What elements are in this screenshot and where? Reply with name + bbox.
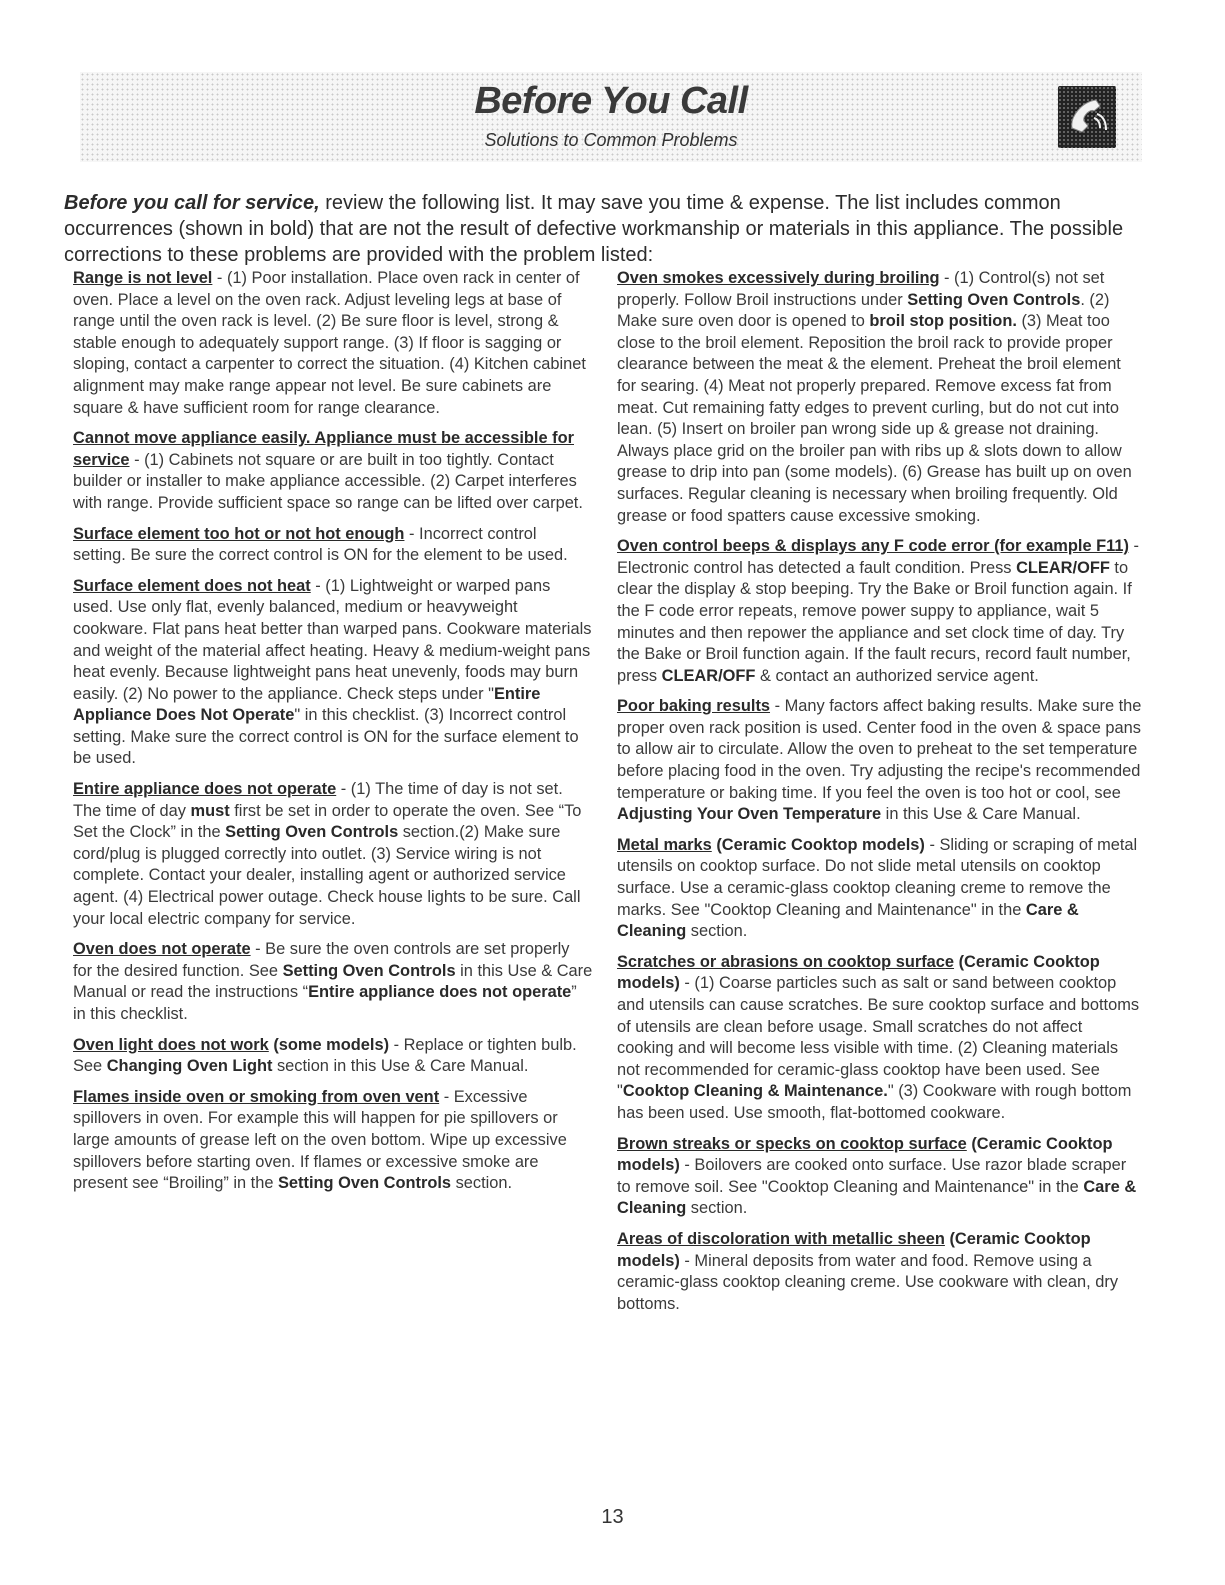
phone-icon [1058,86,1116,148]
page-subtitle: Solutions to Common Problems [484,130,738,150]
left-column [73,268,593,1204]
problem-heading: Poor baking results [617,697,771,716]
bold-reference: Setting Oven Controls [278,1174,452,1193]
entry-text: section.(2) Make sure cord/plug is plugged correctly into outlet. (3) Service wiring is not complete. Contact your dealer, installing agent or authorized service agent. (4) Electrical power outage. Check house lights to be sure. Call your local electric company for service. [73,823,581,928]
problem-heading: Scratches or abrasions on cooktop surface [617,952,955,971]
entry-text: - Be sure the oven controls are set properly for the desired function. See [73,940,570,980]
intro-paragraph [64,190,1159,268]
entry-text: - (1) Cabinets not square or are built in too tightly. Contact builder or installer to make appliance accessible. (2) Carpet interferes with range. Provide sufficient space so range can be lifted over carpet. [73,450,583,512]
entry-text: in this Use & Care Manual or read the instructions “ [73,961,593,1002]
problem-heading: Range is not level [73,269,213,287]
entry-text: - (1) Lightweight or warped pans used. Use only flat, evenly balanced, medium or heavyweight cookware. Flat pans heat better than warped pans. Cookware materials and weight of the material affect heating. Heavy & medium-weight pans heat evenly. Because lightweight pans heat unevenly, foods may burn easily. (2) No power to the appliance. Check steps under " [73,576,592,703]
entry-text: section. [686,922,748,941]
entry-text: " (3) Cookware with rough bottom has been used. Use smooth, flat-bottomed cookware. [617,1082,1132,1122]
bold-reference: (Ceramic Cooktop models) [617,1134,1113,1175]
bold-reference: CLEAR/OFF [661,666,756,685]
right-column [617,268,1142,1324]
troubleshooting-entry [73,428,593,514]
bold-reference: Entire Appliance Does Not Operate [73,684,541,725]
entry-text: - Mineral deposits from water and food. Remove using a ceramic-glass cooktop cleaning creme. Use cookware with clean, dry bottoms. [617,1251,1119,1313]
intro-lead: Before you call for service, [64,192,320,214]
entry-text: - Electronic control has detected a fault condition. Press [617,537,1139,577]
bold-reference: (Ceramic Cooktop models) [711,835,925,854]
entry-text: section in this Use & Care Manual. [272,1057,529,1076]
problem-heading: Oven control beeps & displays any F code error (for example F11) [617,537,1129,556]
bold-reference: must [190,801,230,820]
troubleshooting-entry [617,952,1142,1125]
page-title: Before You Call [474,80,748,122]
page-header [80,72,1142,162]
problem-heading: Cannot move appliance easily. Appliance must be accessible for service [73,429,574,469]
entry-text: - Excessive spillovers in oven. For example this will happen for pie spillovers or large amounts of grease left on the oven bottom. Wipe up excessive spillovers before starting oven. If flames or excessive smoke are present see “Broiling” in the [73,1087,567,1193]
problem-heading: Oven does not operate [73,940,251,959]
troubleshooting-entry [73,779,593,930]
entry-text: & contact an authorized service agent. [755,666,1039,685]
bold-reference: CLEAR/OFF [1016,558,1110,577]
troubleshooting-entry [73,268,593,419]
entry-text: " in this checklist. (3) Incorrect control setting. Make sure the correct control is ON for the surface element to be used. [73,706,579,768]
entry-text: to clear the display & stop beeping. Try the Bake or Broil function again. If the F code error repeats, remove power suppy to appliance, wait 5 minutes and then repower the appliance and set clock time of day. Try the Bake or Broil function again. If the fault recurs, record fault number, press [617,558,1132,685]
entry-text: - (1) Coarse particles such as salt or sand between cooktop and utensils can cause scratches. Be sure cooktop surface and bottoms of utensils are clean before usage. Small scratches do not affect cooking and will become less visible with time. (2) Cleaning materials not recommended for ceramic-glass cooktop have been used. See " [617,974,1140,1101]
intro-text: review the following list. It may save you time & expense. The list includes common occurrences (shown in bold) that are not the result of defective workmanship or materials in this appliance. The possible corrections to these problems are provided with the problem listed: [64,192,1124,266]
bold-reference: Adjusting Your Oven Temperature [617,805,882,824]
bold-reference: Care & Cleaning [617,1177,1137,1218]
entry-text: - Incorrect control setting. Be sure the correct control is ON for the element to be used. [73,524,568,565]
entry-text: - (1) Control(s) not set properly. Follow Broil instructions under [617,269,1105,309]
entry-text: . (2) Make sure oven door is opened to [617,290,1110,331]
bold-reference: (some models) [268,1035,390,1054]
entry-text: - Many factors affect baking results. Make sure the proper oven rack position is used. Center food in the oven & space pans to allow air to circulate. Allow the oven to preheat to the set temperature before placing food in the oven. Try adjusting the recipe's recommended temperature or baking time. If you feel the oven is too hot or cool, see [617,697,1142,802]
troubleshooting-entry [73,1035,593,1078]
bold-reference: broil stop position. [869,312,1017,331]
entry-text: - (1) The time of day is not set. The time of day [73,780,563,820]
bold-reference: Changing Oven Light [106,1057,273,1076]
bold-reference: Cooktop Cleaning & Maintenance. [622,1082,888,1101]
entry-text: first be set in order to operate the oven. See “To Set the Clock” in the [73,801,582,842]
bold-reference: (Ceramic Cooktop models) [617,1229,1091,1270]
entry-text: - (1) Poor installation. Place oven rack in center of oven. Place a level on the oven rack. Adjust leveling legs at base of range until the oven rack is level. (2) Be sure floor is level, strong & stable enough to adequately support range. (3) If floor is sagging or sloping, contact a carpenter to correct the situation. (4) Kitchen cabinet alignment may make range appear not level. Be sure cabinets are square & have sufficient room for range clearance. [73,269,586,417]
troubleshooting-entry [617,536,1142,687]
entry-text: - Boilovers are cooked onto surface. Use razor blade scraper to remove soil. See "Cooktop Cleaning and Maintenance" in the [617,1156,1127,1196]
troubleshooting-entry [73,576,593,770]
bold-reference: (Ceramic Cooktop models) [617,952,1100,993]
problem-heading: Surface element does not heat [73,576,311,595]
problem-heading: Brown streaks or specks on cooktop surface [617,1134,967,1153]
troubleshooting-entry [73,1087,593,1195]
bold-reference: Setting Oven Controls [907,290,1081,309]
problem-heading: Oven smokes excessively during broiling [617,269,940,287]
bold-reference: Entire appliance does not operate [308,983,572,1002]
troubleshooting-entry [617,835,1142,943]
entry-text: - Sliding or scraping of metal utensils on cooktop surface. Do not slide metal utensils on cooktop surface. Use a ceramic-glass cooktop cleaning creme to remove the marks. See "Cooktop Cleaning and Maintenance" in the [617,835,1138,919]
troubleshooting-entry [73,524,593,567]
problem-heading: Areas of discoloration with metallic sheen [617,1229,945,1248]
entry-text: (3) Meat too close to the broil element. Reposition the broil rack to provide proper clearance between the meat & the element. Preheat the broil element for searing. (4) Meat not properly prepared. Remove excess fat from meat. Cut remaining fatty edges to prevent curling, but do not cut into lean. (5) Insert on broiler pan wrong side up & grease not draining. Always place grid on the broiler pan with ribs up & slots down to allow grease to drip into pan (some models). (6) Grease has built up on oven surfaces. Regular cleaning is necessary when broiling frequently. Old grease or food spatters cause excessive smoking. [617,312,1132,525]
entry-text: ” in this checklist. [73,983,577,1023]
entry-text: section. [686,1199,748,1218]
page-number: 13 [601,1506,624,1528]
problem-heading: Entire appliance does not operate [73,780,337,799]
troubleshooting-entry [617,1229,1142,1315]
troubleshooting-entry [73,939,593,1025]
entry-text: - Replace or tighten bulb. See [73,1035,577,1076]
problem-heading: Metal marks [617,835,712,854]
problem-heading: Surface element too hot or not hot enough [73,524,405,543]
bold-reference: Setting Oven Controls [225,823,399,842]
problem-heading: Oven light does not work [73,1035,269,1054]
troubleshooting-entry [617,268,1142,527]
troubleshooting-entry [617,1134,1142,1220]
entry-text: section. [451,1174,513,1193]
bold-reference: Setting Oven Controls [282,961,456,980]
bold-reference: Care & Cleaning [617,900,1079,941]
troubleshooting-entry [617,696,1142,826]
problem-heading: Flames inside oven or smoking from oven vent [73,1087,440,1106]
entry-text: in this Use & Care Manual. [881,805,1081,824]
